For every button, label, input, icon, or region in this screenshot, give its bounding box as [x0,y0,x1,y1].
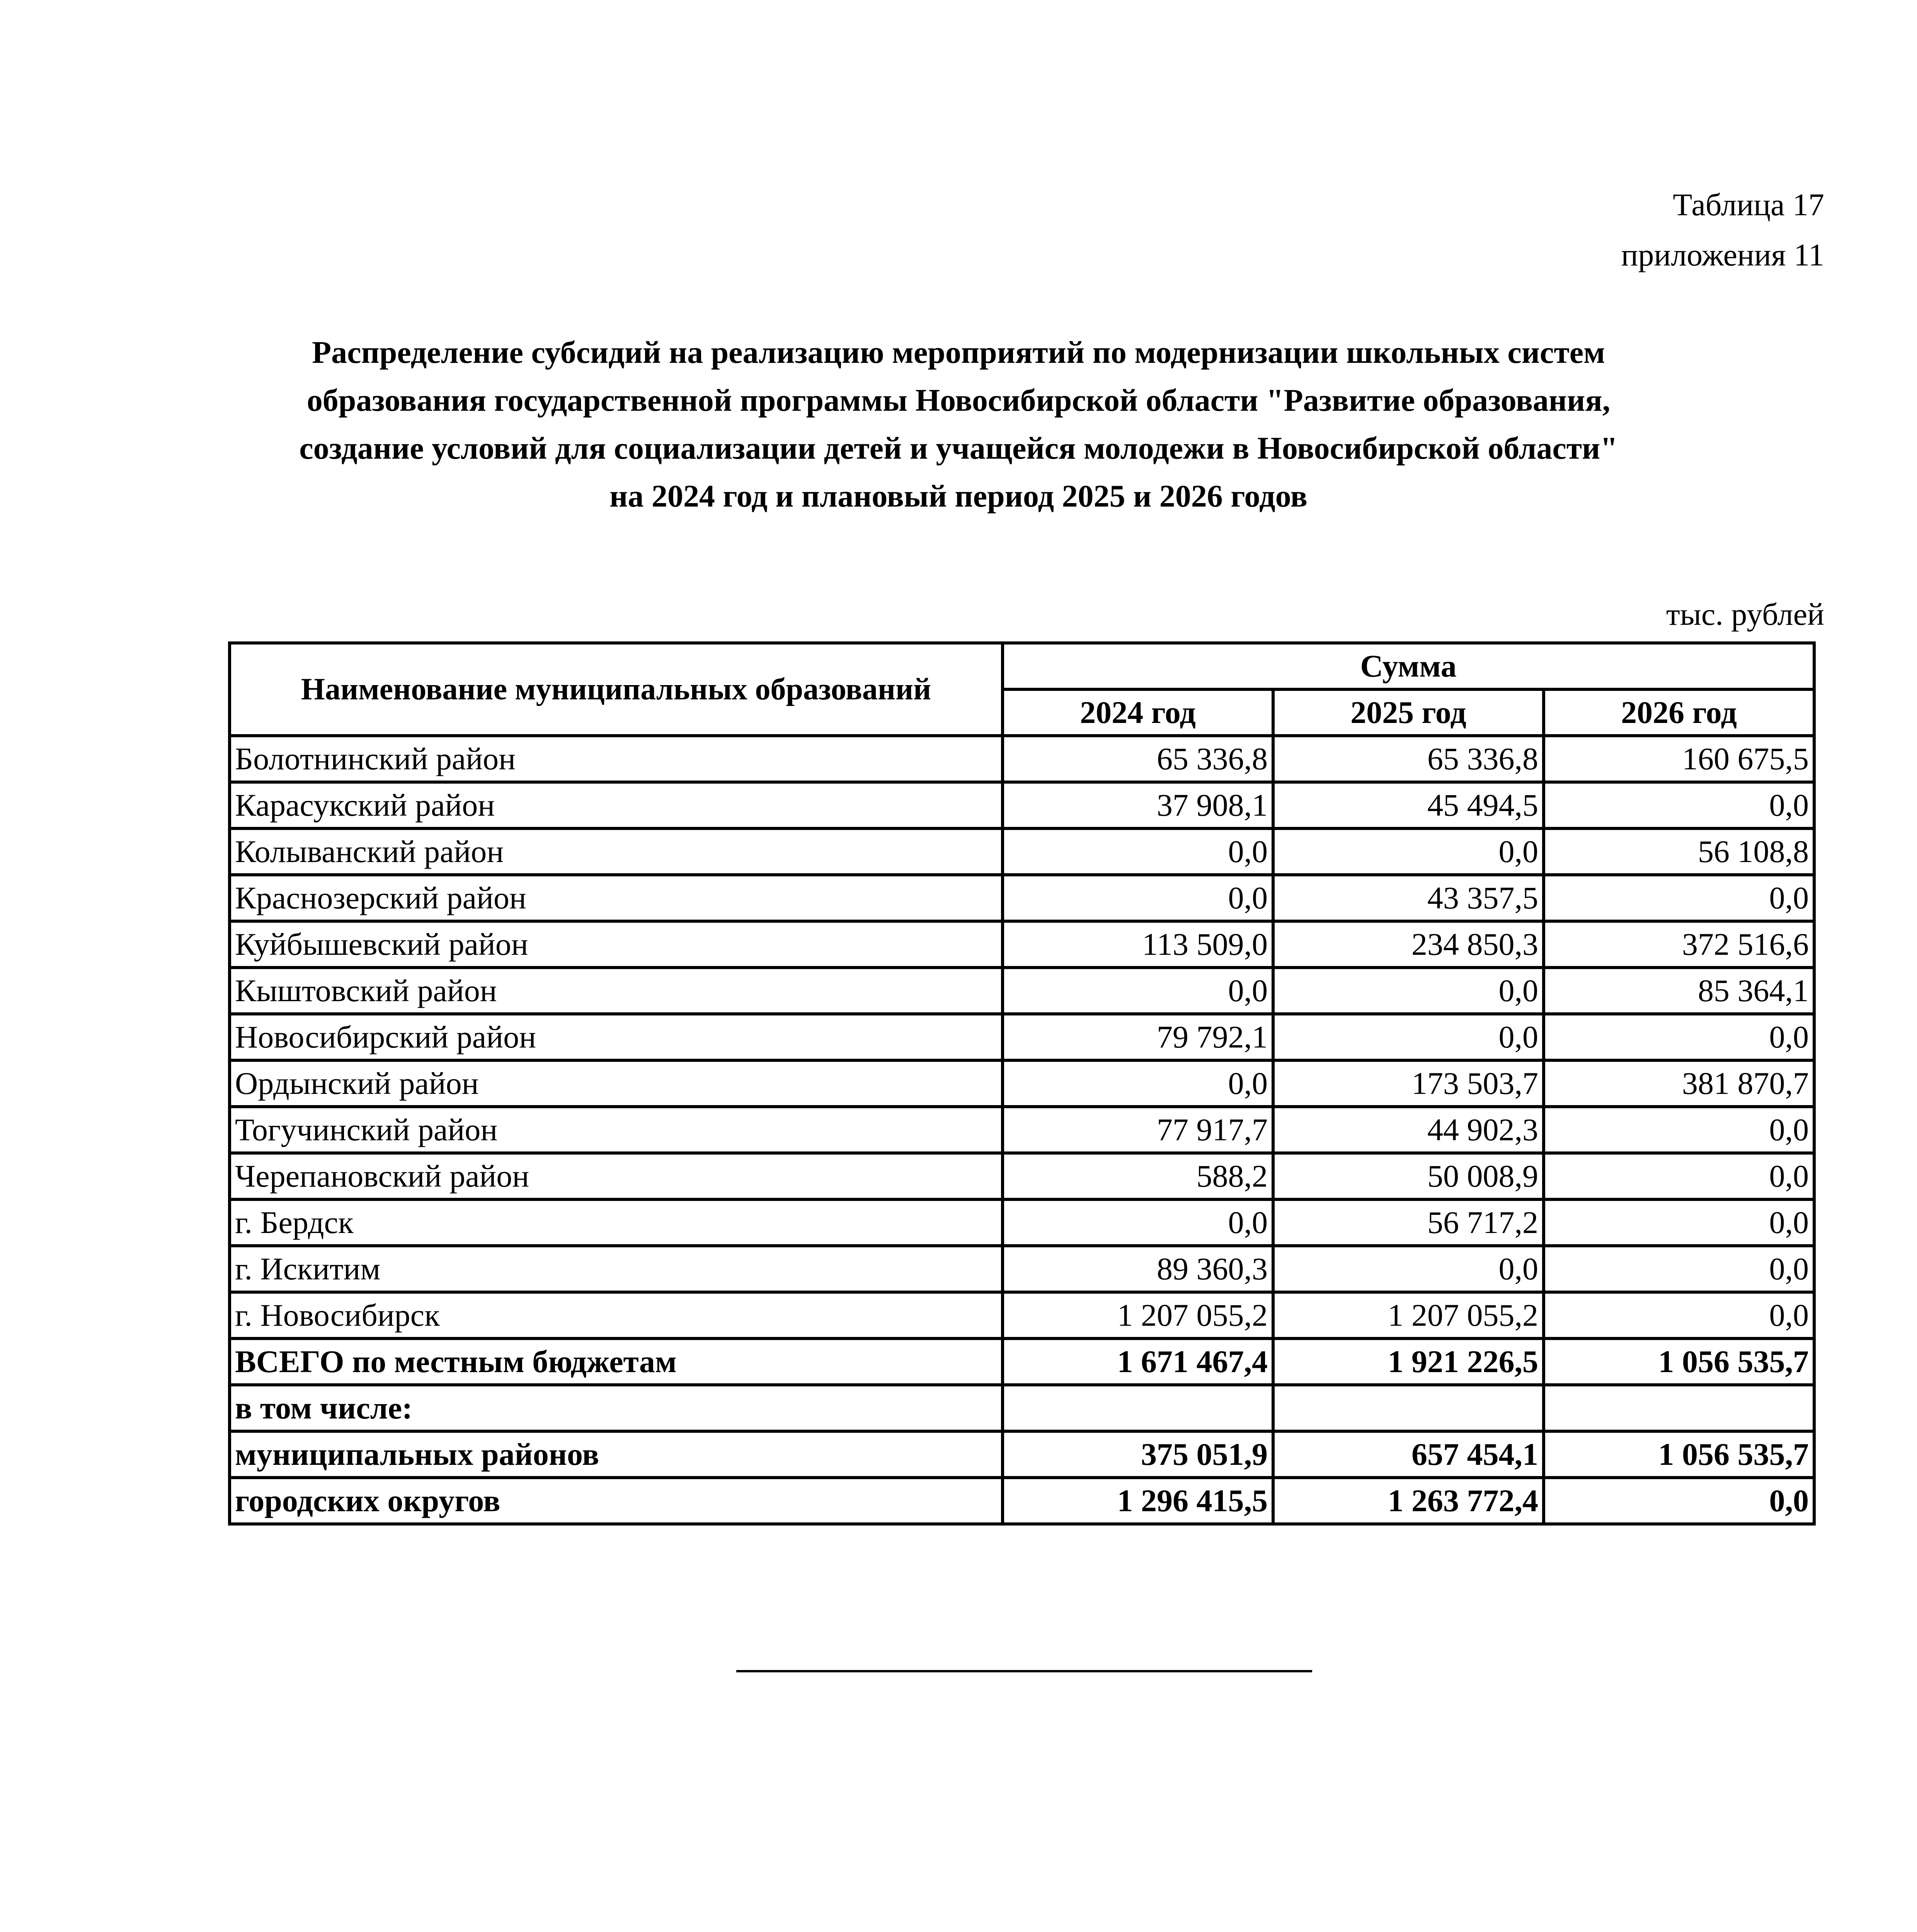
value-2026: 381 870,7 [1544,1060,1814,1107]
document-title [232,328,1685,520]
value-2026: 56 108,8 [1544,828,1814,875]
appendix-number: приложения 11 [1621,237,1824,272]
table-row [230,1292,1814,1338]
municipal-districts-row [230,1431,1814,1478]
municipal-districts-2026: 1 056 535,7 [1544,1431,1814,1478]
value-2025: 43 357,5 [1273,875,1544,921]
table-row [230,828,1814,875]
value-2025: 1 207 055,2 [1273,1292,1544,1338]
total-2024: 1 671 467,4 [1003,1338,1273,1385]
units-label: тыс. рублей [1666,597,1824,632]
value-2026: 0,0 [1544,1153,1814,1199]
municipality-name: Ордынский район [230,1060,1003,1107]
table-row [230,921,1814,968]
table-row [230,1246,1814,1292]
municipal-districts-2025: 657 454,1 [1273,1431,1544,1478]
end-rule [736,1670,1312,1672]
value-2024: 0,0 [1003,1060,1273,1107]
value-2024: 588,2 [1003,1153,1273,1199]
value-2026: 0,0 [1544,1199,1814,1246]
value-2026: 0,0 [1544,875,1814,921]
value-2024: 0,0 [1003,875,1273,921]
urban-districts-2026: 0,0 [1544,1478,1814,1524]
table-row [230,1060,1814,1107]
municipality-name: Колыванский район [230,828,1003,875]
value-2025: 234 850,3 [1273,921,1544,968]
value-2026: 0,0 [1544,1246,1814,1292]
urban-districts-row [230,1478,1814,1524]
value-2024: 89 360,3 [1003,1246,1273,1292]
municipality-name: Черепановский район [230,1153,1003,1199]
value-2025: 0,0 [1273,968,1544,1014]
table-row [230,736,1814,782]
total-2025: 1 921 226,5 [1273,1338,1544,1385]
table-row [230,875,1814,921]
column-header-2025: 2025 год [1273,689,1544,736]
value-2026: 160 675,5 [1544,736,1814,782]
value-2024: 113 509,0 [1003,921,1273,968]
total-label: ВСЕГО по местным бюджетам [230,1338,1003,1385]
value-2025: 45 494,5 [1273,782,1544,828]
value-2024: 1 207 055,2 [1003,1292,1273,1338]
municipality-name: г. Искитим [230,1246,1003,1292]
municipality-name: Кыштовский район [230,968,1003,1014]
column-header-name: Наименование муниципальных образований [230,643,1003,736]
table-row [230,782,1814,828]
urban-districts-label: городских округов [230,1478,1003,1524]
table-row [230,1014,1814,1060]
value-2026: 0,0 [1544,1107,1814,1153]
value-2026: 372 516,6 [1544,921,1814,968]
value-2025: 56 717,2 [1273,1199,1544,1246]
including-empty-2026 [1544,1385,1814,1431]
total-row [230,1338,1814,1385]
title-line-1: Распределение субсидий на реализацию мероприятий по модернизации школьных систем [312,335,1605,370]
municipal-districts-label: муниципальных районов [230,1431,1003,1478]
including-label: в том числе: [230,1385,1003,1431]
municipality-name: Новосибирский район [230,1014,1003,1060]
urban-districts-2025: 1 263 772,4 [1273,1478,1544,1524]
municipality-name: Краснозерский район [230,875,1003,921]
column-header-sum: Сумма [1003,643,1814,689]
value-2024: 0,0 [1003,968,1273,1014]
value-2026: 85 364,1 [1544,968,1814,1014]
municipality-name: Тогучинский район [230,1107,1003,1153]
value-2024: 65 336,8 [1003,736,1273,782]
value-2025: 0,0 [1273,828,1544,875]
municipality-name: Куйбышевский район [230,921,1003,968]
title-line-4: на 2024 год и плановый период 2025 и 2026 годов [609,478,1308,514]
table-row [230,968,1814,1014]
table-row [230,1153,1814,1199]
value-2026: 0,0 [1544,1014,1814,1060]
subsidy-table [228,641,1816,1526]
including-row [230,1385,1814,1431]
value-2025: 65 336,8 [1273,736,1544,782]
value-2024: 79 792,1 [1003,1014,1273,1060]
value-2025: 173 503,7 [1273,1060,1544,1107]
municipality-name: Карасукский район [230,782,1003,828]
value-2024: 77 917,7 [1003,1107,1273,1153]
value-2024: 0,0 [1003,828,1273,875]
value-2025: 50 008,9 [1273,1153,1544,1199]
title-line-2: образования государственной программы Новосибирской области "Развитие образования, [306,383,1611,418]
total-2026: 1 056 535,7 [1544,1338,1814,1385]
value-2025: 0,0 [1273,1246,1544,1292]
municipality-name: Болотнинский район [230,736,1003,782]
value-2024: 37 908,1 [1003,782,1273,828]
value-2025: 44 902,3 [1273,1107,1544,1153]
value-2025: 0,0 [1273,1014,1544,1060]
value-2024: 0,0 [1003,1199,1273,1246]
title-line-3: создание условий для социализации детей и учащейся молодежи в Новосибирской области" [299,430,1618,466]
including-empty-2025 [1273,1385,1544,1431]
including-empty-2024 [1003,1385,1273,1431]
value-2026: 0,0 [1544,782,1814,828]
table-row [230,1107,1814,1153]
column-header-2026: 2026 год [1544,689,1814,736]
value-2026: 0,0 [1544,1292,1814,1338]
municipal-districts-2024: 375 051,9 [1003,1431,1273,1478]
table-number: Таблица 17 [1673,187,1824,222]
column-header-2024: 2024 год [1003,689,1273,736]
table-row [230,1199,1814,1246]
municipality-name: г. Бердск [230,1199,1003,1246]
municipality-name: г. Новосибирск [230,1292,1003,1338]
urban-districts-2024: 1 296 415,5 [1003,1478,1273,1524]
